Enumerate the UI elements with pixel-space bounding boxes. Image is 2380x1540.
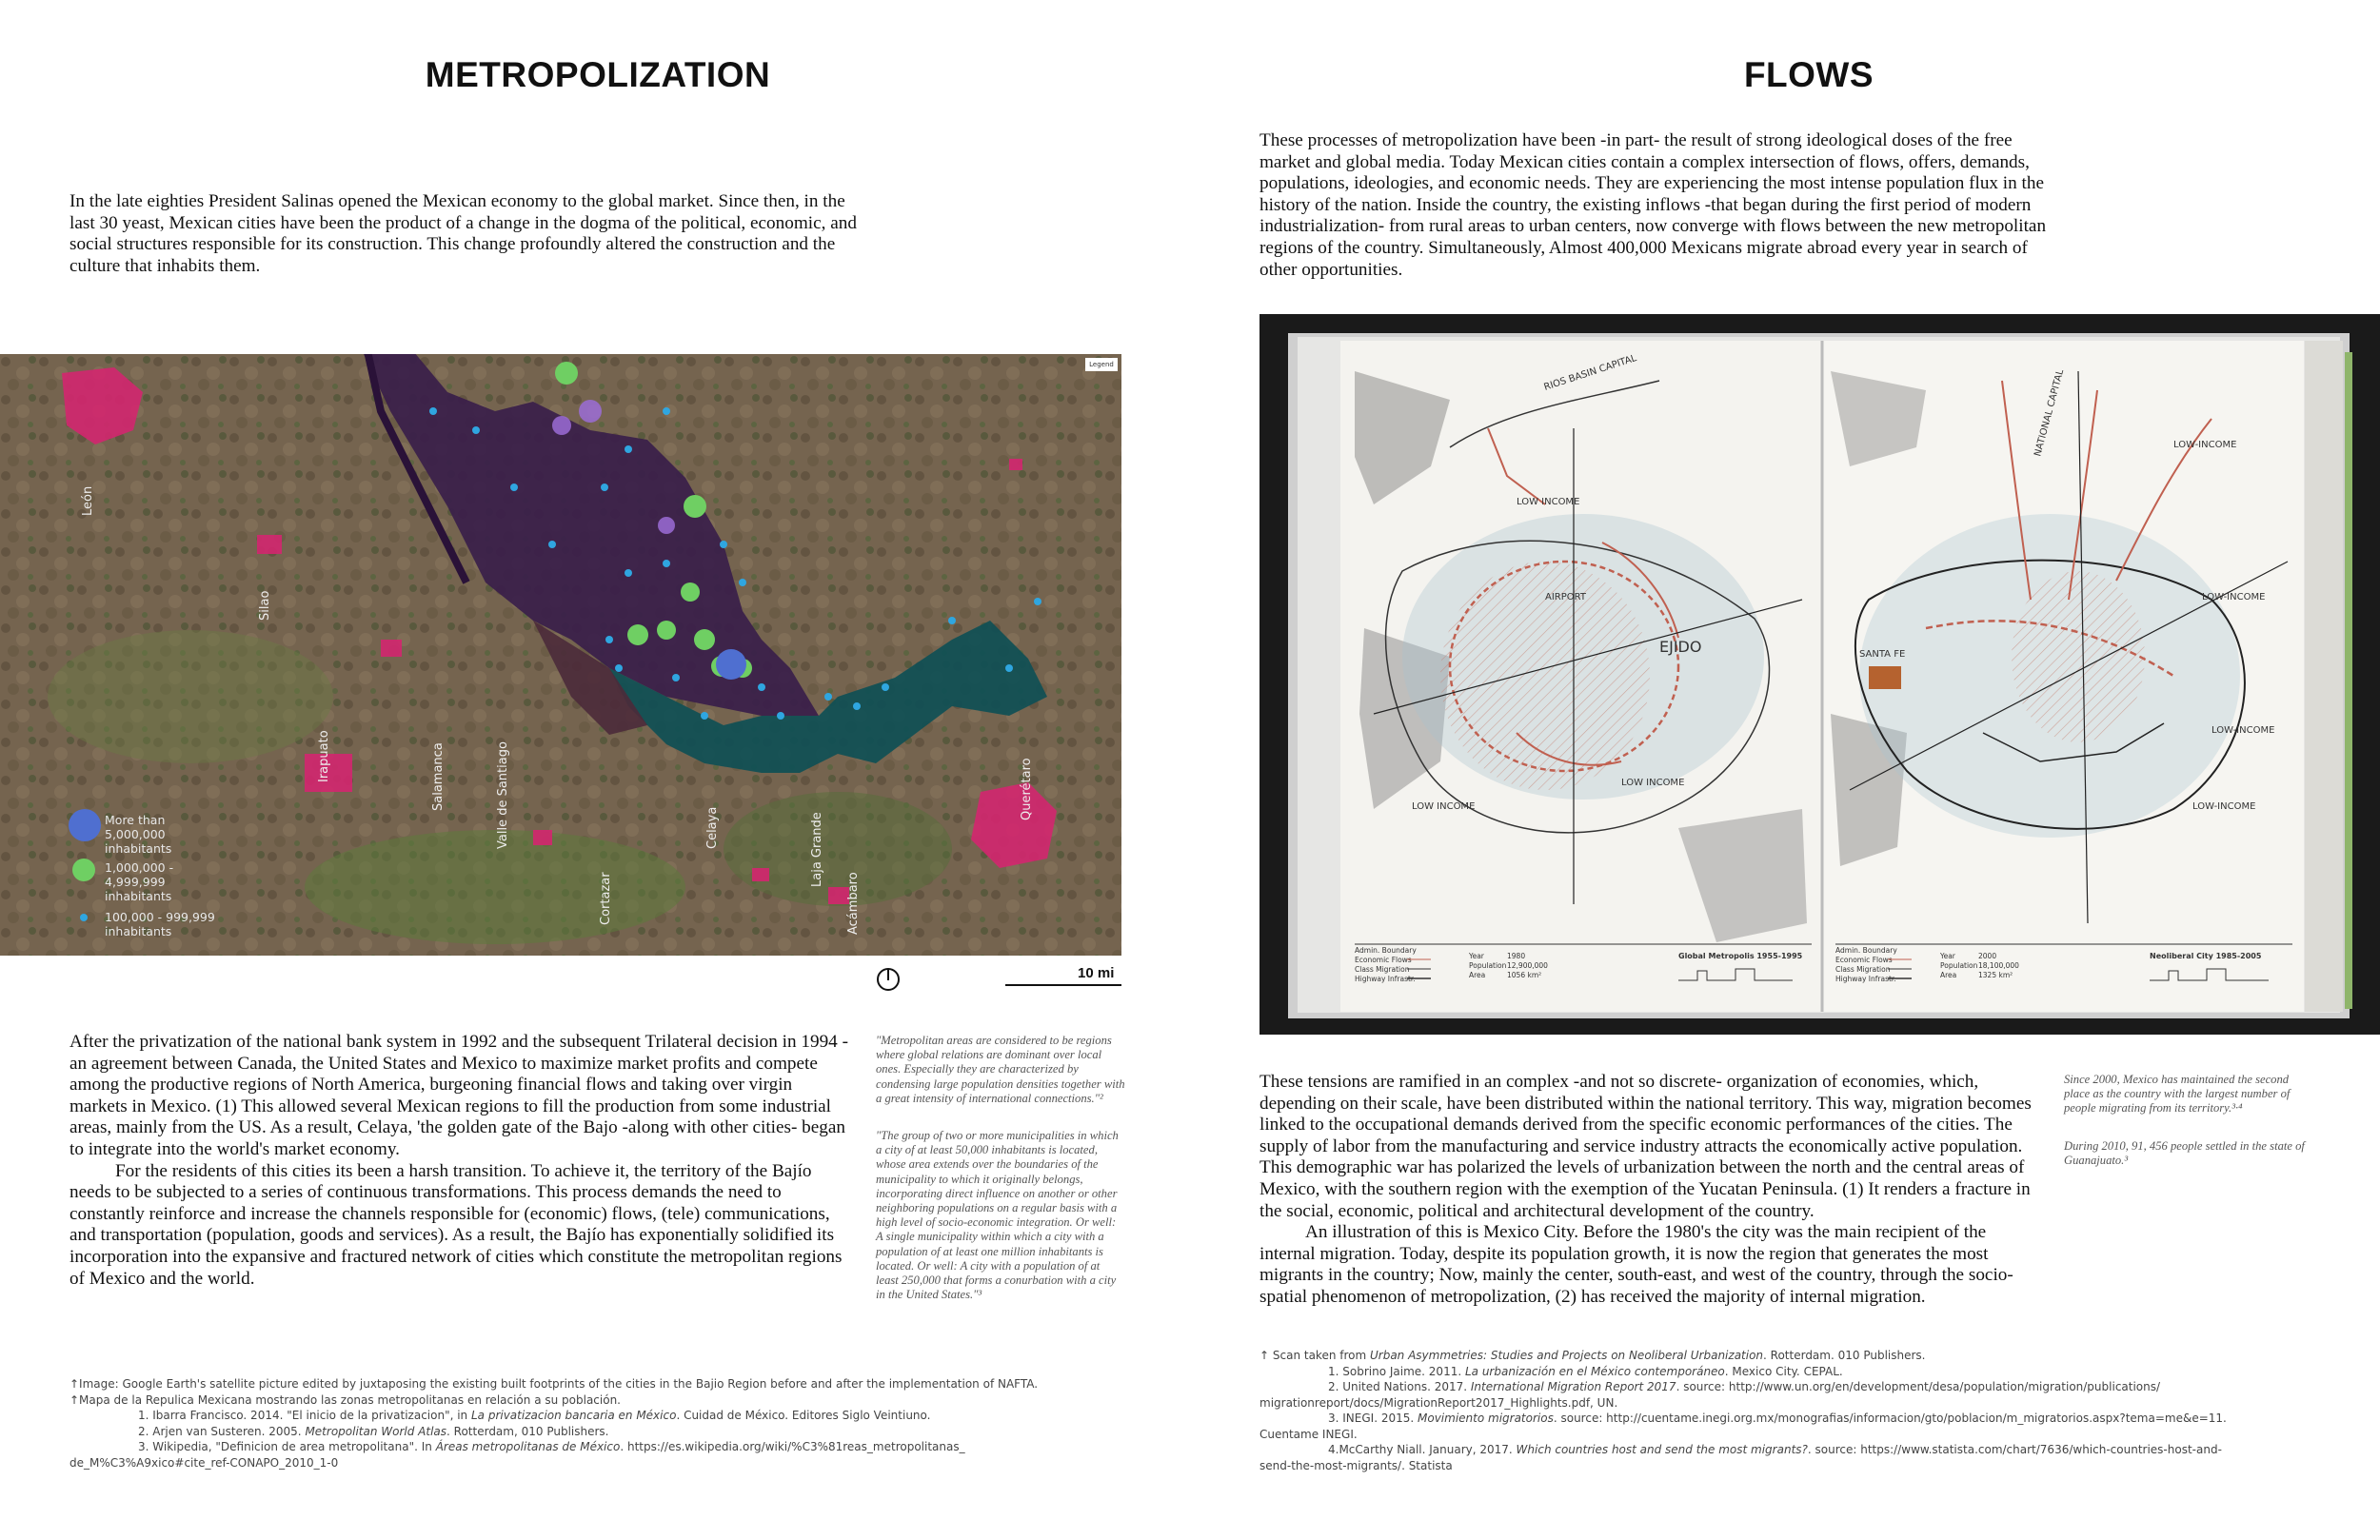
book-stat-value: 1980 xyxy=(1507,952,1526,960)
place-label: Celaya xyxy=(705,806,720,849)
right-footnote: send-the-most-migrants/. Statista xyxy=(1259,1458,1453,1472)
sketch-label: AIRPORT xyxy=(1545,592,1586,602)
right-footnote: Cuentame INEGI. xyxy=(1259,1427,1358,1441)
right-side-note-2: During 2010, 91, 456 people settled in the state of Guanajuato.³ xyxy=(2064,1138,2305,1167)
legend-swatch-small xyxy=(80,914,88,921)
place-label: León xyxy=(81,485,95,516)
place-label: Salamanca xyxy=(431,742,446,811)
right-footnote: 3. INEGI. 2015. Movimiento migratorios. source: http://cuentame.inegi.org.mx/monografias/informacion/gto/poblacion/m_migratorios.aspx?tema=me&e=11. xyxy=(1328,1412,2227,1425)
book-stat-label: Area xyxy=(1940,971,1957,979)
book-legend-item: Class Migration xyxy=(1835,965,1891,974)
sketch-label: LOW INCOME xyxy=(1412,801,1476,812)
left-footnote: ↑Image: Google Earth's satellite picture edited by juxtaposing the existing built footprints of the cities in the Bajio Region before and after the implementation of NAFTA. xyxy=(69,1377,1039,1391)
book-scan-svg xyxy=(1259,314,2380,1035)
sketch-label: NATIONAL CAPITAL xyxy=(2033,368,2067,458)
book-legend-item: Admin. Boundary xyxy=(1835,946,1897,955)
book-stat-label: Area xyxy=(1469,971,1486,979)
sketch-label: LOW INCOME xyxy=(1517,497,1580,507)
book-legend-item: Admin. Boundary xyxy=(1355,946,1417,955)
book-stat-label: Population xyxy=(1469,961,1507,970)
right-footnote: ↑ Scan taken from Urban Asymmetries: Studies and Projects on Neoliberal Urbanization. Rotterdam. 010 Publishers. xyxy=(1259,1349,1926,1362)
sketch-label: LOW-INCOME xyxy=(2211,725,2275,736)
book-stat-value: 1056 km² xyxy=(1507,971,1542,979)
right-footnote: 4.McCarthy Niall. January, 2017. Which countries host and send the most migrants?. source: https://www.statista.com/chart/7636/which-countries-host-and- xyxy=(1328,1443,2222,1456)
right-footnote: 2. United Nations. 2017. International Migration Report 2017. source: http://www.un.org/en/development/desa/population/migration/publications/ xyxy=(1328,1380,2161,1393)
place-label: Cortazar xyxy=(599,872,613,925)
map-legend xyxy=(69,809,278,946)
right-page-title: FLOWS xyxy=(1743,55,1874,94)
right-body-paragraph-1: These tensions are ramified in an complex -and not so discrete- organization of economies, which, depending on their scale, have been distributed within the national territory. This way, migration becomes linked to the occupational demands derived from the specific economic performances of the cities. The supply of labor from the manufacturing and service industry attracts the economically active population. This demographic war has polarized the levels of urbanization between the north and the central areas of Mexico, with the southern region with the exemption of the Yucatan Peninsula. (1) It renders a fracture in the social, economic, political and architectural development of the country. xyxy=(1259,1072,2032,1221)
legend-button[interactable]: Legend xyxy=(1089,361,1114,368)
book-legend-item: Highway Infrastr. xyxy=(1835,975,1896,983)
sketch-label: LOW INCOME xyxy=(1621,778,1685,788)
book-stat-value: 18,100,000 xyxy=(1978,961,2019,970)
book-stat-value: 2000 xyxy=(1978,952,1997,960)
book-stat-value: 12,900,000 xyxy=(1507,961,1548,970)
right-footnote: 1. Sobrino Jaime. 2011. La urbanización en el México contemporáneo. Mexico City. CEPAL. xyxy=(1328,1364,1843,1378)
book-legend-item: Economic Flows xyxy=(1835,956,1893,964)
book-scan-image xyxy=(1259,314,2380,1035)
left-side-note-1: "Metropolitan areas are considered to be regions where global relations are dominant over local ones. Especially they are characterized by condensing large population densities together with a great intensity of international connections."² xyxy=(876,1034,1125,1105)
north-arrow-icon xyxy=(876,967,901,992)
right-intro-paragraph: These processes of metropolization have been -in part- the result of strong ideological doses of the free market and global media. Today Mexican cities contain a complex intersection of flows, offers, demands, populations, ideologies, and economic needs. They are experiencing the most intense population flux in the history of the nation. Inside the country, the existing inflows -that began during the first period of modern industrialization- from rural areas to urban centers, now converge with flows between the new metropolitan regions of the country. Simultaneously, Almost 400,000 Mexicans migrate abroad every year in search of other opportunities. xyxy=(1259,130,2047,280)
left-body-paragraph-1: After the privatization of the national bank system in 1992 and the subsequent Trilateral decision in 1994 -an agreement between Canada, the United States and Mexico to maximize market profits and compete among the productive regions of North America, burgeoning financial flows and taking over virgin markets in Mexico. (1) This allowed several Mexican regions to fill the production from some industrial areas, mainly from the US. As a result, Celaya, 'the golden gate of the Bajo -along with other cities- began to integrate into the world's market economy. xyxy=(69,1032,848,1159)
book-stat-label: Population xyxy=(1940,961,1978,970)
left-side-note-2: "The group of two or more municipalities in which a city of at least 50,000 inhabitants is located, whose area extends over the boundaries of the municipality to which it originally belongs, incorporating direct influence on another or other neighboring populations on a regular basis with a high level of socio-economic integration. Or well: A single municipality within which a city with a population of at least one million inhabitants is located. Or well: A city with a population of at least 250,000 that forms a conurbation with a city in the United States."³ xyxy=(876,1129,1119,1302)
left-intro-paragraph: In the late eighties President Salinas opened the Mexican economy to the global market. Since then, in the last 30 yeast, Mexican cities have been the product of a change in the dogma of the political, economic, and social structures responsible for its construction. This change profoundly altered the construction and the culture that inhabits them. xyxy=(69,191,857,276)
place-label: Silao xyxy=(258,590,272,621)
sketch-label: LOW-INCOME xyxy=(2202,592,2266,602)
book-legend-item: Economic Flows xyxy=(1355,956,1412,964)
sketch-label: LOW-INCOME xyxy=(2192,801,2256,812)
right-body-paragraph-2: An illustration of this is Mexico City. Before the 1980's the city was the main recipient of the internal migration. Today, despite its population growth, it is now the region that generates the most migrants in the country; Now, mainly the center, south-east, and west of the country, through the socio-spatial phenomenon of metropolization, (2) has received the majority of internal migration. xyxy=(1259,1222,2013,1307)
sketch-label: EJIDO xyxy=(1659,638,1702,656)
left-footnote: 2. Arjen van Susteren. 2005. Metropolitan World Atlas. Rotterdam, 010 Publishers. xyxy=(138,1424,609,1438)
book-legend-item: Highway Infrastr. xyxy=(1355,975,1416,983)
left-side-notes xyxy=(876,1034,1125,1325)
legend-label-large: More than 5,000,000 inhabitants xyxy=(105,813,172,856)
legend-label-medium: 1,000,000 - 4,999,999 inhabitants xyxy=(105,860,174,903)
left-page-title: METROPOLIZATION xyxy=(425,55,771,94)
metropolization-map xyxy=(0,354,1121,956)
right-side-notes xyxy=(2064,1073,2313,1191)
legend-swatch-large xyxy=(69,809,101,841)
right-body-text xyxy=(1259,1072,2040,1309)
sketch-label: LOW-INCOME xyxy=(2173,440,2237,450)
left-footnote: de_M%C3%A9xico#cite_ref-CONAPO_2010_1-0 xyxy=(69,1455,339,1470)
place-label: Laja Grande xyxy=(810,812,824,887)
book-stat-label: Year xyxy=(1469,952,1484,960)
right-footnote: migrationreport/docs/MigrationReport2017_Highlights.pdf, UN. xyxy=(1259,1395,1618,1410)
sketch-label: SANTA FE xyxy=(1859,649,1906,660)
book-page-title: Global Metropolis 1955-1995 xyxy=(1678,952,1803,960)
left-body-text xyxy=(69,1032,850,1290)
left-footnote: ↑Mapa de la Repulica Mexicana mostrando las zonas metropolitanas en relación a su población. xyxy=(69,1392,621,1407)
place-label: Acámbaro xyxy=(846,872,861,935)
scale-bar xyxy=(1005,984,1121,986)
right-footnotes xyxy=(1259,1348,2354,1473)
left-footnotes xyxy=(69,1376,1164,1471)
book-stat-label: Year xyxy=(1940,952,1955,960)
legend-label-small: 100,000 - 999,999 inhabitants xyxy=(105,910,215,938)
place-label: Querétaro xyxy=(1020,758,1034,820)
book-legend-item: Class Migration xyxy=(1355,965,1410,974)
legend-swatch-medium xyxy=(72,859,95,881)
right-side-note-1: Since 2000, Mexico has maintained the second place as the country with the largest number of people migrating from its territory.³·⁴ xyxy=(2064,1073,2291,1116)
place-label: Valle de Santiago xyxy=(496,741,510,849)
book-stat-value: 1325 km² xyxy=(1978,971,2013,979)
scale-label: 10 mi xyxy=(1078,965,1115,981)
book-page-title: Neoliberal City 1985-2005 xyxy=(2150,952,2262,960)
left-body-paragraph-2: For the residents of this cities its been a harsh transition. To achieve it, the territory of the Bajío needs to be subjected to a series of continuous transformations. This process demands the need to constantly reinforce and increase the channels responsible for (economic) flows, (tele) communications, and transportation (population, goods and services). As a result, the Bajío has exponentially solidified its incorporation into the expansive and fractured network of cities which constitute the metropolitan regions of Mexico and the world. xyxy=(69,1160,843,1289)
sketch-label: RIOS BASIN CAPITAL xyxy=(1542,353,1638,393)
left-footnote: 1. Ibarra Francisco. 2014. "El inicio de la privatizacion", in La privatizacion bancaria en México. Cuidad de México. Editores Siglo Veintiuno. xyxy=(138,1409,931,1422)
left-footnote: 3. Wikipedia, "Definicion de area metropolitana". In Áreas metropolitanas de México. https://es.wikipedia.org/wiki/%C3%81reas_metropolitanas_ xyxy=(138,1440,965,1453)
place-label: Irapuato xyxy=(317,730,331,782)
